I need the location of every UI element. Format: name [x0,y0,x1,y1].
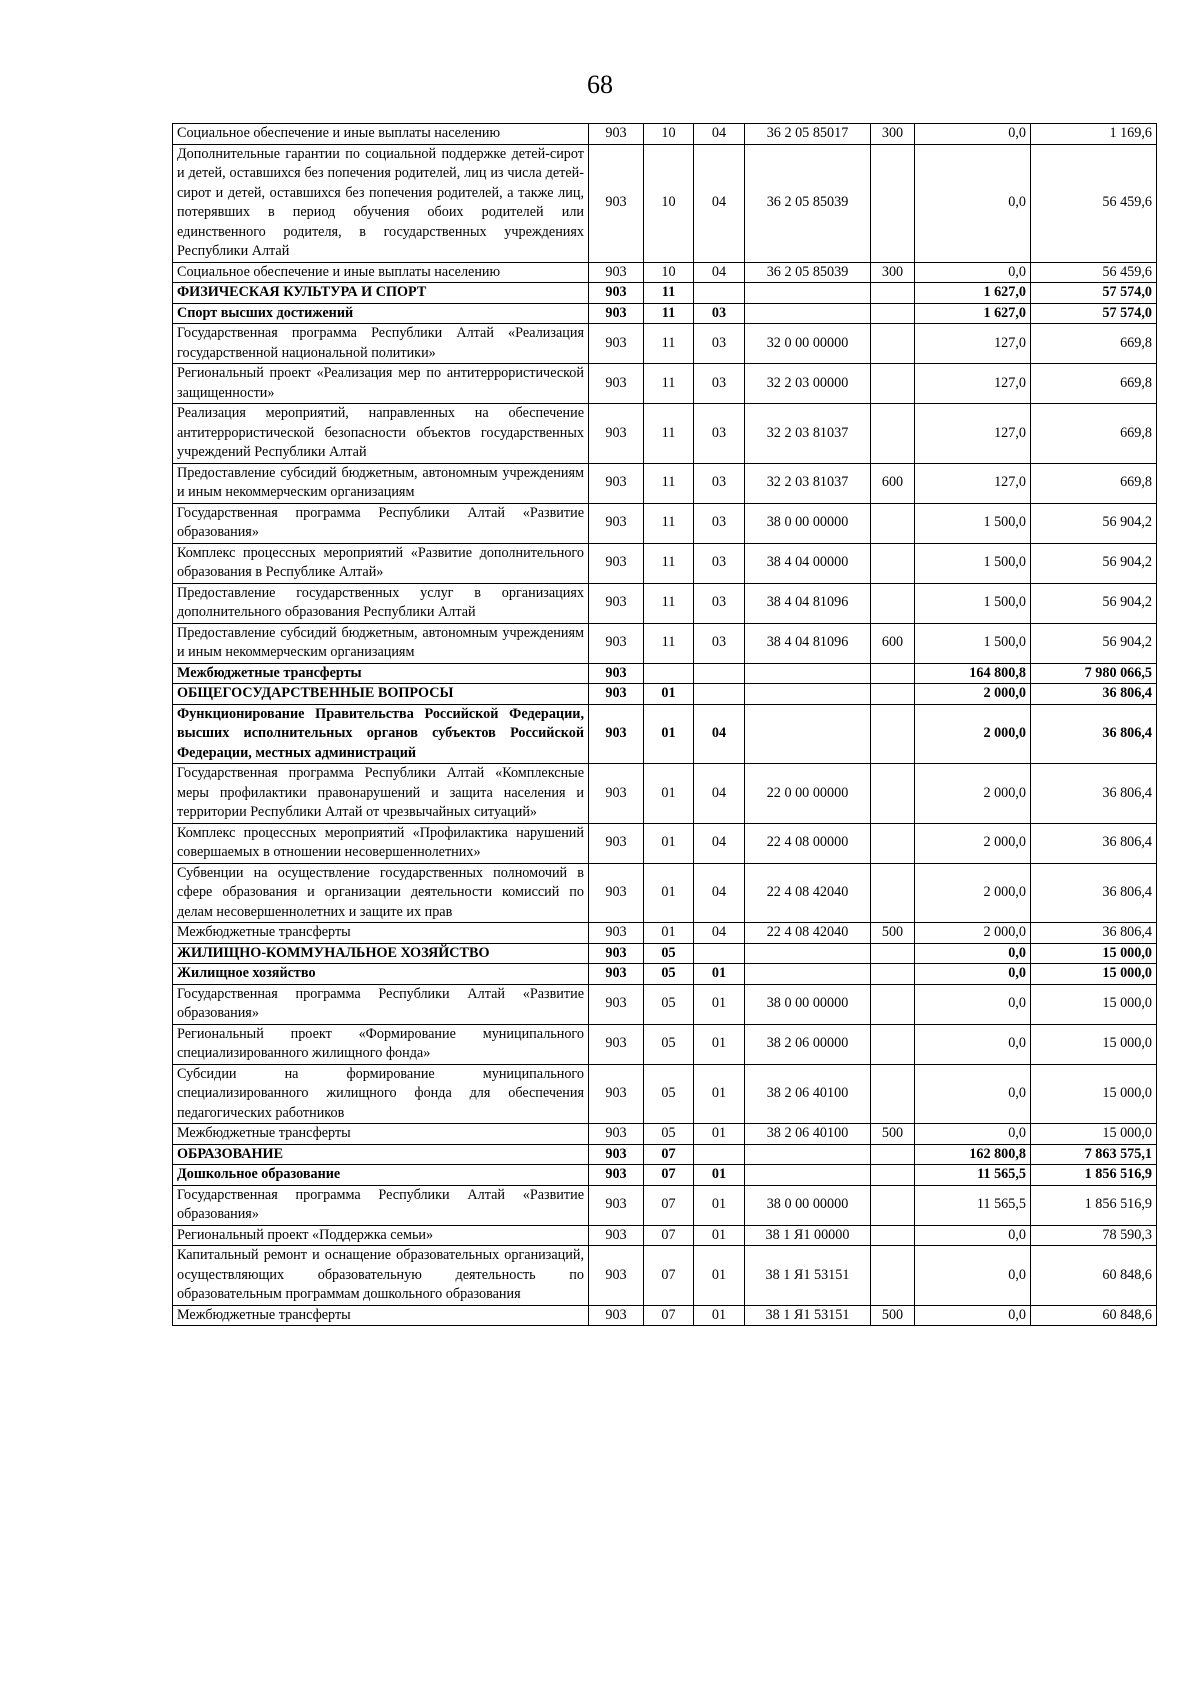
table-row [173,1246,1157,1306]
row-subsection-cell: 04 [694,144,745,262]
row-target-article-cell [745,283,871,304]
row-subsection-cell: 03 [694,463,745,503]
table-row [173,583,1157,623]
row-amount-2-cell: 36 806,4 [1031,684,1157,705]
row-amount-2-cell: 56 904,2 [1031,543,1157,583]
row-expense-type-cell [871,863,915,923]
row-section-cell: 11 [644,324,694,364]
row-name-cell: Реализация мероприятий, направленных на обеспечение антитеррористической безопасности объектов государственных учреждений Республики Алтай [173,404,589,464]
row-amount-1-cell: 2 000,0 [915,684,1031,705]
row-target-article-cell [745,1165,871,1186]
row-name-cell: Дошкольное образование [173,1165,589,1186]
row-section-cell: 05 [644,1064,694,1124]
row-grbs-cell: 903 [589,663,644,684]
row-amount-2-cell: 1 856 516,9 [1031,1165,1157,1186]
table-row [173,543,1157,583]
page-number: 68 [587,70,613,99]
row-grbs-cell: 903 [589,623,644,663]
row-section-cell: 01 [644,684,694,705]
row-amount-1-cell: 1 500,0 [915,623,1031,663]
table-row [173,463,1157,503]
row-name-cell: Предоставление государственных услуг в организациях дополнительного образования Республики Алтай [173,583,589,623]
row-section-cell: 05 [644,1024,694,1064]
row-target-article-cell: 38 4 04 81096 [745,583,871,623]
row-name-cell: ЖИЛИЩНО-КОММУНАЛЬНОЕ ХОЗЯЙСТВО [173,943,589,964]
row-subsection-cell [694,663,745,684]
row-grbs-cell: 903 [589,1024,644,1064]
row-expense-type-cell [871,943,915,964]
row-amount-1-cell: 0,0 [915,144,1031,262]
row-amount-1-cell: 2 000,0 [915,704,1031,764]
row-section-cell: 01 [644,764,694,824]
row-expense-type-cell [871,1225,915,1246]
row-expense-type-cell [871,144,915,262]
table-row [173,863,1157,923]
row-target-article-cell: 38 0 00 00000 [745,1185,871,1225]
row-name-cell: Субвенции на осуществление государственных полномочий в сфере образования и организации деятельности комиссий по делам несовершеннолетних и защите их прав [173,863,589,923]
row-subsection-cell: 03 [694,364,745,404]
row-expense-type-cell [871,324,915,364]
row-expense-type-cell [871,1246,915,1306]
row-amount-1-cell: 0,0 [915,262,1031,283]
row-amount-1-cell: 0,0 [915,984,1031,1024]
table-row [173,1124,1157,1145]
row-expense-type-cell [871,1165,915,1186]
row-expense-type-cell [871,684,915,705]
row-section-cell: 07 [644,1225,694,1246]
row-section-cell: 01 [644,823,694,863]
row-name-cell: ОБРАЗОВАНИЕ [173,1144,589,1165]
row-section-cell: 11 [644,404,694,464]
row-amount-2-cell: 1 169,6 [1031,124,1157,145]
row-name-cell: Социальное обеспечение и иные выплаты населению [173,124,589,145]
row-name-cell: Функционирование Правительства Российской Федерации, высших исполнительных органов субъектов Российской Федерации, местных администраций [173,704,589,764]
row-target-article-cell: 32 2 03 00000 [745,364,871,404]
row-section-cell: 05 [644,984,694,1024]
row-grbs-cell: 903 [589,823,644,863]
row-expense-type-cell: 600 [871,623,915,663]
row-subsection-cell: 03 [694,503,745,543]
row-section-cell: 11 [644,543,694,583]
row-amount-2-cell: 57 574,0 [1031,283,1157,304]
table-row [173,704,1157,764]
row-subsection-cell [694,943,745,964]
row-grbs-cell: 903 [589,704,644,764]
row-grbs-cell: 903 [589,1144,644,1165]
row-section-cell [644,663,694,684]
row-section-cell: 11 [644,623,694,663]
row-grbs-cell: 903 [589,463,644,503]
row-subsection-cell: 03 [694,303,745,324]
row-section-cell: 07 [644,1165,694,1186]
row-name-cell: Межбюджетные трансферты [173,923,589,944]
table-row [173,1064,1157,1124]
row-subsection-cell: 04 [694,923,745,944]
row-grbs-cell: 903 [589,984,644,1024]
row-amount-2-cell: 15 000,0 [1031,943,1157,964]
row-grbs-cell: 903 [589,1124,644,1145]
table-row [173,404,1157,464]
table-row [173,663,1157,684]
row-name-cell: Государственная программа Республики Алтай «Развитие образования» [173,1185,589,1225]
row-target-article-cell: 32 0 00 00000 [745,324,871,364]
row-amount-2-cell: 15 000,0 [1031,1024,1157,1064]
row-expense-type-cell [871,404,915,464]
row-amount-1-cell: 11 565,5 [915,1185,1031,1225]
row-name-cell: Комплекс процессных мероприятий «Профилактика нарушений совершаемых в отношении несовершеннолетних» [173,823,589,863]
row-amount-1-cell: 0,0 [915,943,1031,964]
row-expense-type-cell [871,543,915,583]
row-name-cell: Межбюджетные трансферты [173,1124,589,1145]
row-amount-2-cell: 56 904,2 [1031,623,1157,663]
row-name-cell: Предоставление субсидий бюджетным, автономным учреждениям и иным некоммерческим организациям [173,463,589,503]
row-name-cell: Капитальный ремонт и оснащение образовательных организаций, осуществляющих образовательную деятельность по образовательным программам дошкольного образования [173,1246,589,1306]
row-subsection-cell: 01 [694,1305,745,1326]
row-amount-1-cell: 2 000,0 [915,764,1031,824]
row-amount-1-cell: 0,0 [915,1305,1031,1326]
row-expense-type-cell [871,823,915,863]
row-name-cell: Субсидии на формирование муниципального специализированного жилищного фонда для обеспечения педагогических работников [173,1064,589,1124]
row-amount-1-cell: 0,0 [915,1246,1031,1306]
row-expense-type-cell [871,704,915,764]
table-row [173,684,1157,705]
row-target-article-cell [745,964,871,985]
row-grbs-cell: 903 [589,283,644,304]
row-subsection-cell: 01 [694,1246,745,1306]
row-amount-1-cell: 127,0 [915,404,1031,464]
row-grbs-cell: 903 [589,923,644,944]
row-section-cell: 07 [644,1185,694,1225]
row-target-article-cell: 32 2 03 81037 [745,463,871,503]
table-row [173,923,1157,944]
row-target-article-cell [745,943,871,964]
row-subsection-cell: 01 [694,1064,745,1124]
row-amount-1-cell: 2 000,0 [915,923,1031,944]
row-grbs-cell: 903 [589,684,644,705]
row-target-article-cell: 38 1 Я1 53151 [745,1246,871,1306]
row-amount-2-cell: 7 863 575,1 [1031,1144,1157,1165]
table-row [173,124,1157,145]
row-amount-1-cell: 0,0 [915,964,1031,985]
row-section-cell: 10 [644,124,694,145]
row-amount-2-cell: 669,8 [1031,463,1157,503]
row-expense-type-cell [871,503,915,543]
row-grbs-cell: 903 [589,1305,644,1326]
row-amount-2-cell: 669,8 [1031,404,1157,464]
table-row [173,144,1157,262]
row-grbs-cell: 903 [589,262,644,283]
row-expense-type-cell [871,1064,915,1124]
row-target-article-cell: 36 2 05 85017 [745,124,871,145]
row-amount-1-cell: 127,0 [915,463,1031,503]
row-amount-2-cell: 7 980 066,5 [1031,663,1157,684]
row-subsection-cell: 04 [694,764,745,824]
row-target-article-cell: 38 4 04 00000 [745,543,871,583]
table-row [173,283,1157,304]
row-section-cell: 11 [644,283,694,304]
row-expense-type-cell [871,303,915,324]
row-amount-1-cell: 2 000,0 [915,863,1031,923]
row-amount-1-cell: 0,0 [915,124,1031,145]
row-amount-1-cell: 1 627,0 [915,283,1031,304]
row-expense-type-cell [871,583,915,623]
row-grbs-cell: 903 [589,943,644,964]
row-amount-2-cell: 60 848,6 [1031,1305,1157,1326]
row-subsection-cell: 04 [694,823,745,863]
row-expense-type-cell [871,283,915,304]
row-target-article-cell: 22 4 08 00000 [745,823,871,863]
row-target-article-cell [745,663,871,684]
row-amount-2-cell: 56 459,6 [1031,144,1157,262]
table-row [173,324,1157,364]
row-subsection-cell: 01 [694,1024,745,1064]
row-amount-2-cell: 36 806,4 [1031,823,1157,863]
row-amount-2-cell: 669,8 [1031,324,1157,364]
row-amount-1-cell: 2 000,0 [915,823,1031,863]
row-amount-1-cell: 164 800,8 [915,663,1031,684]
row-amount-2-cell: 15 000,0 [1031,964,1157,985]
row-amount-2-cell: 669,8 [1031,364,1157,404]
table-row [173,964,1157,985]
row-amount-2-cell: 15 000,0 [1031,984,1157,1024]
row-amount-1-cell: 127,0 [915,324,1031,364]
row-expense-type-cell [871,764,915,824]
row-section-cell: 11 [644,583,694,623]
row-subsection-cell [694,283,745,304]
row-target-article-cell: 36 2 05 85039 [745,144,871,262]
row-section-cell: 10 [644,262,694,283]
row-name-cell: Региональный проект «Поддержка семьи» [173,1225,589,1246]
row-amount-1-cell: 0,0 [915,1024,1031,1064]
table-row [173,364,1157,404]
row-name-cell: ОБЩЕГОСУДАРСТВЕННЫЕ ВОПРОСЫ [173,684,589,705]
row-name-cell: Государственная программа Республики Алтай «Развитие образования» [173,503,589,543]
row-target-article-cell: 22 4 08 42040 [745,863,871,923]
row-subsection-cell: 01 [694,1124,745,1145]
row-grbs-cell: 903 [589,1185,644,1225]
row-subsection-cell: 04 [694,863,745,923]
row-subsection-cell [694,684,745,705]
table-row [173,623,1157,663]
row-name-cell: Комплекс процессных мероприятий «Развитие дополнительного образования в Республике Алтай» [173,543,589,583]
row-target-article-cell: 38 2 06 40100 [745,1064,871,1124]
row-amount-1-cell: 0,0 [915,1064,1031,1124]
row-name-cell: Дополнительные гарантии по социальной поддержке детей-сирот и детей, оставшихся без попечения родителей, лиц из числа детей-сирот и детей, оставшихся без попечения родителей, а также лиц, потерявших в период обучения обоих родителей или единственного родителя, в государственных учреждениях Республики Алтай [173,144,589,262]
row-section-cell: 10 [644,144,694,262]
row-expense-type-cell: 300 [871,262,915,283]
row-section-cell: 11 [644,364,694,404]
table-row [173,1024,1157,1064]
row-amount-2-cell: 36 806,4 [1031,704,1157,764]
row-expense-type-cell [871,663,915,684]
row-section-cell: 05 [644,1124,694,1145]
row-grbs-cell: 903 [589,503,644,543]
row-section-cell: 07 [644,1246,694,1306]
row-target-article-cell: 38 1 Я1 00000 [745,1225,871,1246]
row-amount-1-cell: 1 500,0 [915,503,1031,543]
row-name-cell: Региональный проект «Реализация мер по антитеррористической защищенности» [173,364,589,404]
row-name-cell: Государственная программа Республики Алтай «Комплексные меры профилактики правонарушений и защита населения и территории Республики Алтай от чрезвычайных ситуаций» [173,764,589,824]
table-row [173,984,1157,1024]
row-target-article-cell [745,684,871,705]
row-name-cell: Государственная программа Республики Алтай «Развитие образования» [173,984,589,1024]
row-amount-2-cell: 60 848,6 [1031,1246,1157,1306]
row-amount-2-cell: 36 806,4 [1031,764,1157,824]
row-grbs-cell: 903 [589,964,644,985]
row-amount-2-cell: 15 000,0 [1031,1064,1157,1124]
table-row [173,303,1157,324]
row-section-cell: 05 [644,964,694,985]
row-section-cell: 07 [644,1305,694,1326]
row-subsection-cell: 01 [694,984,745,1024]
row-subsection-cell: 01 [694,1165,745,1186]
row-amount-1-cell: 127,0 [915,364,1031,404]
row-name-cell: Межбюджетные трансферты [173,1305,589,1326]
row-name-cell: Предоставление субсидий бюджетным, автономным учреждениям и иным некоммерческим организациям [173,623,589,663]
row-target-article-cell: 22 0 00 00000 [745,764,871,824]
row-grbs-cell: 903 [589,1064,644,1124]
table-row [173,262,1157,283]
row-expense-type-cell: 500 [871,923,915,944]
table-row [173,503,1157,543]
row-subsection-cell: 03 [694,583,745,623]
row-section-cell: 11 [644,303,694,324]
row-amount-2-cell: 57 574,0 [1031,303,1157,324]
row-amount-2-cell: 1 856 516,9 [1031,1185,1157,1225]
row-target-article-cell: 38 1 Я1 53151 [745,1305,871,1326]
row-name-cell: Спорт высших достижений [173,303,589,324]
row-target-article-cell [745,1144,871,1165]
row-amount-2-cell: 56 459,6 [1031,262,1157,283]
row-target-article-cell [745,303,871,324]
row-grbs-cell: 903 [589,764,644,824]
row-name-cell: Жилищное хозяйство [173,964,589,985]
table-row [173,1225,1157,1246]
row-name-cell: ФИЗИЧЕСКАЯ КУЛЬТУРА И СПОРТ [173,283,589,304]
table-row [173,1185,1157,1225]
table-row [173,943,1157,964]
row-grbs-cell: 903 [589,364,644,404]
row-expense-type-cell [871,364,915,404]
row-section-cell: 01 [644,704,694,764]
row-target-article-cell: 38 2 06 40100 [745,1124,871,1145]
row-name-cell: Государственная программа Республики Алтай «Реализация государственной национальной политики» [173,324,589,364]
row-grbs-cell: 903 [589,1165,644,1186]
row-amount-1-cell: 0,0 [915,1124,1031,1145]
row-subsection-cell: 01 [694,964,745,985]
row-amount-1-cell: 1 627,0 [915,303,1031,324]
row-amount-2-cell: 56 904,2 [1031,503,1157,543]
row-target-article-cell: 36 2 05 85039 [745,262,871,283]
table-row [173,764,1157,824]
row-amount-2-cell: 15 000,0 [1031,1124,1157,1145]
row-subsection-cell: 03 [694,324,745,364]
row-expense-type-cell [871,1024,915,1064]
row-subsection-cell: 03 [694,623,745,663]
row-grbs-cell: 903 [589,543,644,583]
row-amount-1-cell: 1 500,0 [915,543,1031,583]
row-target-article-cell [745,704,871,764]
row-amount-1-cell: 1 500,0 [915,583,1031,623]
row-target-article-cell: 32 2 03 81037 [745,404,871,464]
row-subsection-cell: 04 [694,124,745,145]
table-row [173,1305,1157,1326]
row-section-cell: 01 [644,923,694,944]
row-amount-2-cell: 36 806,4 [1031,863,1157,923]
row-name-cell: Социальное обеспечение и иные выплаты населению [173,262,589,283]
row-expense-type-cell [871,964,915,985]
row-grbs-cell: 903 [589,583,644,623]
row-subsection-cell: 03 [694,543,745,583]
row-subsection-cell: 03 [694,404,745,464]
row-subsection-cell: 04 [694,262,745,283]
budget-table [172,123,1157,1326]
row-amount-2-cell: 78 590,3 [1031,1225,1157,1246]
table-row [173,823,1157,863]
row-expense-type-cell: 500 [871,1305,915,1326]
row-amount-2-cell: 56 904,2 [1031,583,1157,623]
row-subsection-cell: 04 [694,704,745,764]
row-subsection-cell: 01 [694,1225,745,1246]
row-section-cell: 01 [644,863,694,923]
row-target-article-cell: 38 2 06 00000 [745,1024,871,1064]
budget-table-body [173,124,1157,1326]
row-expense-type-cell [871,984,915,1024]
row-grbs-cell: 903 [589,303,644,324]
row-expense-type-cell [871,1144,915,1165]
row-target-article-cell: 38 0 00 00000 [745,984,871,1024]
table-row [173,1165,1157,1186]
row-amount-1-cell: 11 565,5 [915,1165,1031,1186]
row-expense-type-cell: 600 [871,463,915,503]
row-name-cell: Региональный проект «Формирование муниципального специализированного жилищного фонда» [173,1024,589,1064]
row-subsection-cell [694,1144,745,1165]
row-target-article-cell: 38 0 00 00000 [745,503,871,543]
row-amount-1-cell: 162 800,8 [915,1144,1031,1165]
row-section-cell: 07 [644,1144,694,1165]
row-target-article-cell: 22 4 08 42040 [745,923,871,944]
row-amount-1-cell: 0,0 [915,1225,1031,1246]
row-subsection-cell: 01 [694,1185,745,1225]
row-grbs-cell: 903 [589,324,644,364]
row-expense-type-cell: 500 [871,1124,915,1145]
table-row [173,1144,1157,1165]
row-grbs-cell: 903 [589,1225,644,1246]
row-expense-type-cell [871,1185,915,1225]
row-section-cell: 05 [644,943,694,964]
row-section-cell: 11 [644,463,694,503]
row-grbs-cell: 903 [589,863,644,923]
row-name-cell: Межбюджетные трансферты [173,663,589,684]
row-amount-2-cell: 36 806,4 [1031,923,1157,944]
row-expense-type-cell: 300 [871,124,915,145]
row-grbs-cell: 903 [589,144,644,262]
row-section-cell: 11 [644,503,694,543]
row-grbs-cell: 903 [589,404,644,464]
row-target-article-cell: 38 4 04 81096 [745,623,871,663]
row-grbs-cell: 903 [589,124,644,145]
row-grbs-cell: 903 [589,1246,644,1306]
